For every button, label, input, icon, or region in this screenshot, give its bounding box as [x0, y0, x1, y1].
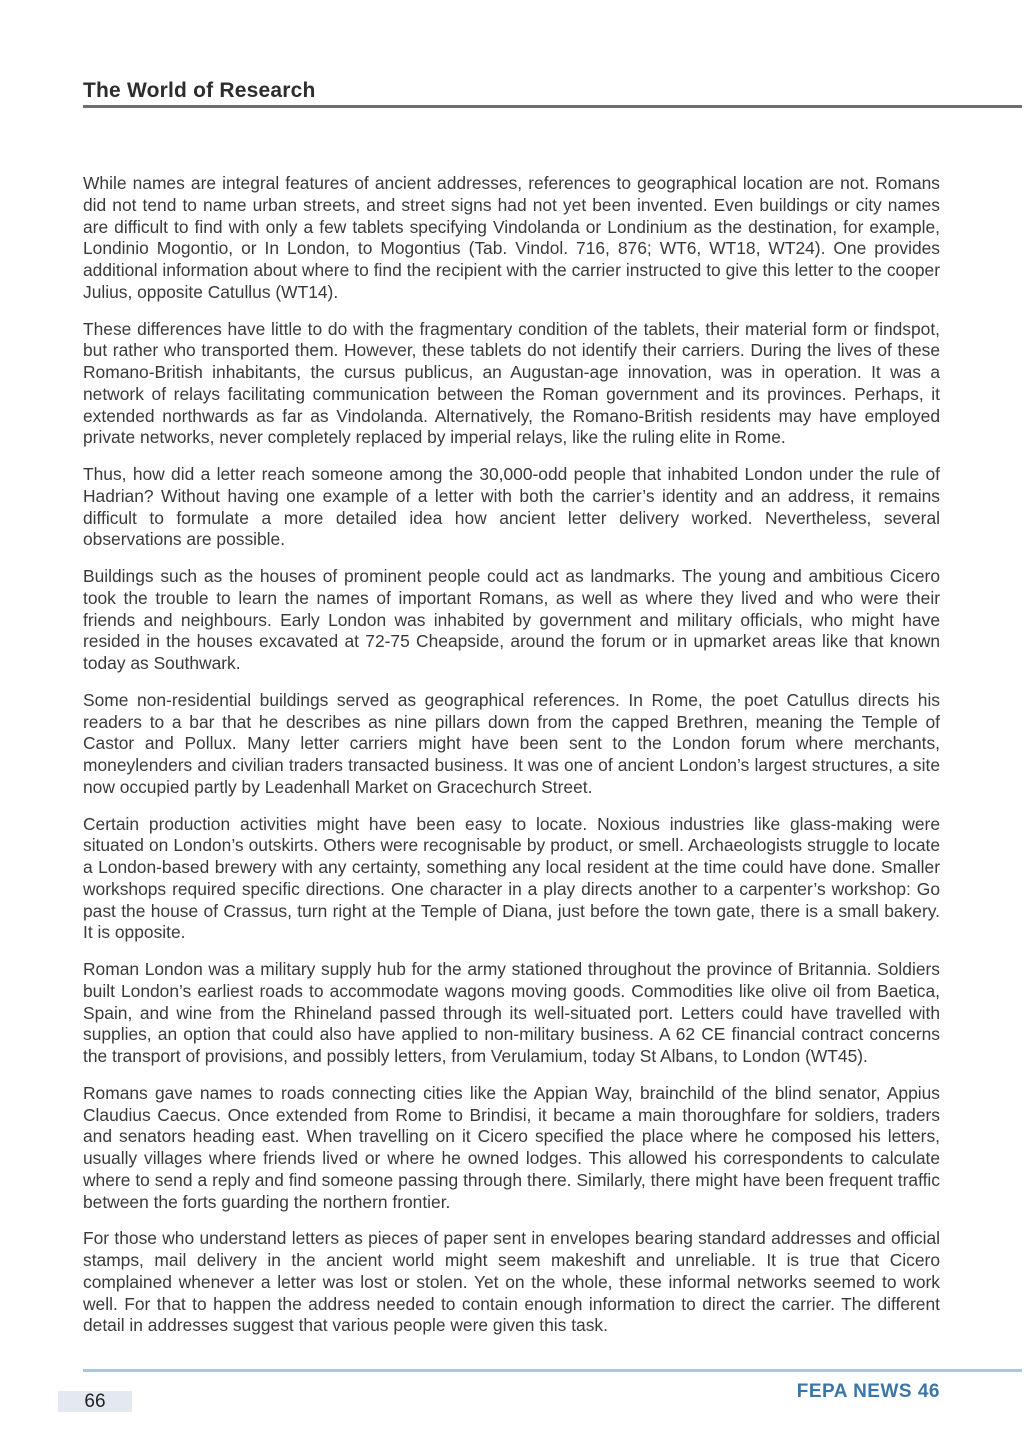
body-paragraph: Some non-residential buildings served as geographical references. In Rome, the poet Catullus directs his readers to a bar that he describes as nine pillars down from the capped Brethren, meaning the Temple of Castor and Pollux. Many letter carriers might have been sent to the London forum where merchants, moneylenders and civilian traders transacted business. It was one of ancient London’s largest structures, a site now occupied partly by Leadenhall Market on Gracechurch Street. — [83, 689, 940, 797]
page-number: 66 — [84, 1390, 106, 1412]
body-paragraph: Romans gave names to roads connecting cities like the Appian Way, brainchild of the blind senator, Appius Claudius Caecus. Once extended from Rome to Brindisi, it became a main thoroughfare for soldiers, traders and senators heading east. When travelling on it Cicero specified the place where he composed his letters, usually villages where friends lived or where he owned lodges. This allowed his correspondents to calculate where to send a reply and find someone passing through there. Similarly, there might have been frequent traffic between the forts guarding the northern frontier. — [83, 1082, 940, 1212]
header-rule — [83, 105, 1022, 108]
body-paragraph: For those who understand letters as pieces of paper sent in envelopes bearing standard addresses and official stamps, mail delivery in the ancient world might seem makeshift and unreliable. It is true that Cicero complained whenever a letter was lost or stolen. Yet on the whole, these informal networks seemed to work well. For that to happen the address needed to contain enough information to direct the carrier. The different detail in addresses suggest that various people were given this task. — [83, 1228, 940, 1336]
body-paragraph: Roman London was a military supply hub for the army stationed throughout the province of Britannia. Soldiers built London’s earliest roads to accommodate wagons moving goods. Commodities like olive oil from Baetica, Spain, and wine from the Rhineland passed through its well-situated port. Letters could have travelled with supplies, an option that could also have applied to non-military business. A 62 CE financial contract concerns the transport of provisions, and possibly letters, from Verulamium, today St Albans, to London (WT45). — [83, 959, 940, 1066]
body-paragraph: Certain production activities might have been easy to locate. Noxious industries like glass-making were situated on London’s outskirts. Others were recognisable by product, or smell. Archaeologists struggle to locate a London-based brewery with any certainty, something any local resident at the time could have done. Smaller workshops required specific directions. One character in a play directs another to a carpenter’s workshop: Go past the house of Crassus, turn right at the Temple of Diana, just before the town gate, there is a small bakery. It is opposite. — [83, 813, 940, 943]
journal-name: FEPA NEWS 46 — [796, 1381, 940, 1402]
body-paragraph: While names are integral features of ancient addresses, references to geographical location are not. Romans did not tend to name urban streets, and street signs had not yet been invented. Even buildings or city names are difficult to find with only a few tablets specifying Vindolanda or Londinium as the destination, for example, Londinio Mogontio, or In London, to Mogontius (Tab. Vindol. 716, 876; WT6, WT18, WT24). One provides additional information about where to find the recipient with the carrier instructed to give this letter to the cooper Julius, opposite Catullus (WT14). — [83, 173, 940, 302]
page-number-badge — [58, 1391, 132, 1412]
footer-rule — [83, 1369, 1022, 1372]
body-paragraph: Buildings such as the houses of prominent people could act as landmarks. The young and ambitious Cicero took the trouble to learn the names of important Romans, as well as where they lived and who were their friends and neighbours. Early London was inhabited by government and military officials, who might have resided in the houses excavated at 72-75 Cheapside, around the forum or in upmarket areas like that known today as Southwark. — [83, 566, 940, 673]
article-body — [83, 173, 940, 1352]
page-title: The World of Research — [83, 79, 316, 102]
body-paragraph: Thus, how did a letter reach someone among the 30,000-odd people that inhabited London under the rule of Hadrian? Without having one example of a letter with both the carrier’s identity and an address, it remains difficult to formulate a more detailed idea how ancient letter delivery worked. Nevertheless, several observations are possible. — [83, 464, 940, 550]
body-paragraph: These differences have little to do with the fragmentary condition of the tablets, their material form or findspot, but rather who transported them. However, these tablets do not identify their carriers. During the lives of these Romano-British inhabitants, the cursus publicus, an Augustan-age innovation, was in operation. It was a network of relays facilitating communication between the Roman government and its provinces. Perhaps, it extended northwards as far as Vindolanda. Alternatively, the Romano-British residents may have employed private networks, never completely replaced by imperial relays, like the ruling elite in Rome. — [83, 318, 940, 448]
